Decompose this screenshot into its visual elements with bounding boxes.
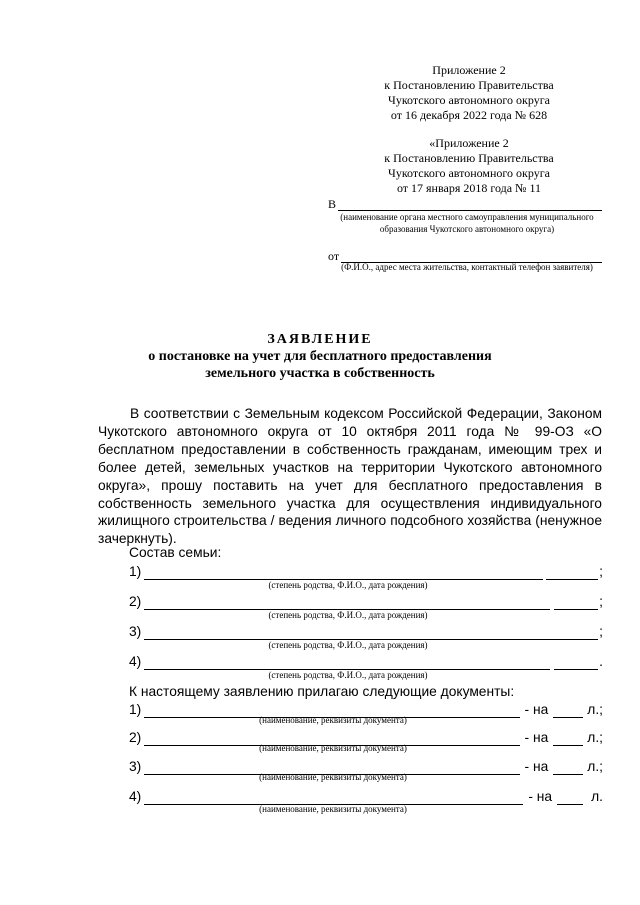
- annex-line: Чукотского автономного округа: [388, 166, 550, 180]
- document-row-hint: (наименование, реквизиты документа): [259, 715, 407, 725]
- document-on-label: - на: [524, 702, 549, 717]
- annex-line: Чукотского автономного округа: [388, 93, 550, 107]
- annex-line: от 16 декабря 2022 года № 628: [390, 108, 548, 122]
- body-paragraph: В соответствии с Земельным кодексом Российской Федерации, Законом Чукотского автономного округа от 10 октября 2011 года № 99-ОЗ «О бесплатном предоставлении в собственность гражданам, имеющим трех и более детей, земельных участков на территории Чукотского автономного округа», прошу поставить на учет для бесплатного предоставления в собственность земельного участка для осуществления индивидуального жилищного строительства / ведения личного подсобного хозяйства (ненужное зачеркнуть).: [98, 406, 602, 547]
- annex-line: к Постановлению Правительства: [384, 78, 554, 92]
- family-member-field[interactable]: [144, 626, 598, 640]
- document-pages-field[interactable]: [553, 704, 583, 718]
- document-row: [129, 787, 603, 805]
- document-on-label: - на: [524, 759, 549, 774]
- family-row-end: ;: [599, 624, 603, 639]
- family-member-field[interactable]: [144, 596, 550, 610]
- family-row: [129, 562, 603, 580]
- document-pages-field[interactable]: [557, 791, 583, 805]
- title-line-2: о постановке на учет для бесплатного предоставления: [148, 349, 492, 364]
- document-pages-unit: л.;: [587, 702, 603, 717]
- family-row: [129, 592, 603, 610]
- family-member-field[interactable]: [144, 656, 550, 670]
- family-row-number: 3): [129, 624, 142, 639]
- applicant-from-label: от: [328, 249, 340, 263]
- document-on-label: - на: [524, 730, 549, 745]
- document-on-label: - на: [528, 789, 553, 804]
- document-pages-field[interactable]: [553, 761, 583, 775]
- family-row: [129, 622, 603, 640]
- annex-header-original: [370, 136, 568, 196]
- family-extra-field[interactable]: [546, 566, 598, 580]
- family-row-hint: (степень родства, Ф.И.О., дата рождения): [268, 670, 428, 680]
- family-row: [129, 652, 603, 670]
- family-row-hint: (степень родства, Ф.И.О., дата рождения): [268, 640, 428, 650]
- addressee-to-label: В: [328, 197, 337, 211]
- document-name-field[interactable]: [144, 791, 523, 805]
- annex-line: «Приложение 2: [429, 136, 509, 150]
- document-row-number: 2): [129, 730, 142, 745]
- family-row-number: 4): [129, 654, 142, 669]
- family-row-end: ;: [599, 564, 603, 579]
- family-label: Состав семьи:: [129, 545, 222, 560]
- annex-line: от 17 января 2018 года № 11: [396, 181, 542, 195]
- document-pages-unit: л.: [591, 789, 603, 804]
- family-extra-field[interactable]: [554, 596, 598, 610]
- annex-header-current: [380, 63, 558, 123]
- family-row-number: 2): [129, 594, 142, 609]
- family-row-hint: (степень родства, Ф.И.О., дата рождения): [268, 580, 428, 590]
- document-pages-unit: л.;: [587, 730, 603, 745]
- addressee-to-row: [328, 196, 602, 211]
- addressee-to-hint: (наименование органа местного самоуправления муниципального образования Чукотского автономного округа): [340, 212, 594, 234]
- title-line-3: земельного участка в собственность: [205, 366, 435, 381]
- document-pages-unit: л.;: [587, 759, 603, 774]
- document-pages-field[interactable]: [553, 732, 583, 746]
- annex-line: Приложение 2: [432, 63, 506, 77]
- documents-label: К настоящему заявлению прилагаю следующие документы:: [129, 684, 515, 699]
- document-row-number: 3): [129, 759, 142, 774]
- applicant-from-hint: (Ф.И.О., адрес места жительства, контактный телефон заявителя): [341, 262, 593, 272]
- addressee-to-field[interactable]: [338, 199, 602, 211]
- annex-line: к Постановлению Правительства: [384, 151, 554, 165]
- family-row-hint: (степень родства, Ф.И.О., дата рождения): [268, 610, 428, 620]
- document-row-hint: (наименование, реквизиты документа): [259, 743, 407, 753]
- document-row-number: 4): [129, 789, 142, 804]
- family-extra-field[interactable]: [554, 656, 598, 670]
- document-row-number: 1): [129, 702, 142, 717]
- document-row-hint: (наименование, реквизиты документа): [259, 772, 407, 782]
- document-row-hint: (наименование, реквизиты документа): [259, 804, 407, 814]
- document-title: [40, 331, 600, 382]
- family-row-number: 1): [129, 564, 142, 579]
- title-line-1: ЗАЯВЛЕНИЕ: [267, 332, 373, 347]
- family-row-end: .: [599, 654, 603, 669]
- family-member-field[interactable]: [144, 566, 543, 580]
- family-row-end: ;: [599, 594, 603, 609]
